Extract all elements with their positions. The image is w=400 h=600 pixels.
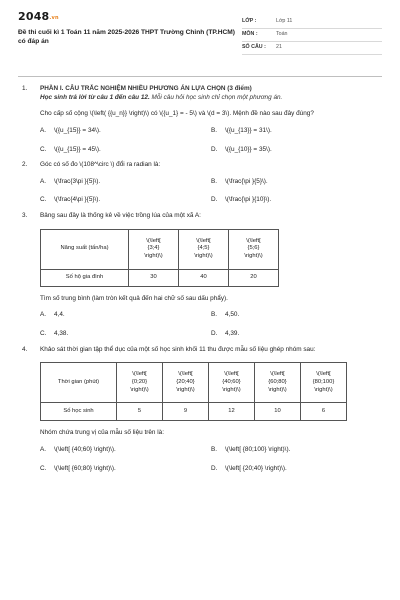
answer-options [22, 311, 382, 338]
table-header-cell [129, 229, 179, 269]
page-header [18, 10, 382, 66]
option-text: 4,38. [54, 330, 69, 338]
info-label: LỚP : [242, 18, 257, 25]
cell-line: \(\left[ [178, 371, 193, 378]
question-number: 2. [22, 161, 28, 169]
option-d[interactable] [211, 465, 382, 474]
table-header-cell [179, 229, 229, 269]
cell-line: \right)\) [222, 386, 241, 393]
cell-line: \(\left[ [224, 371, 239, 378]
table-header-cell [117, 363, 163, 403]
cell-line: {20;40} [176, 378, 195, 385]
option-letter: A. [40, 177, 47, 185]
question-line [22, 161, 382, 170]
option-a[interactable] [40, 178, 211, 187]
option-a[interactable] [40, 127, 211, 136]
cell-line: \right)\) [130, 386, 149, 393]
part-title: PHẦN I. CÂU TRẮC NGHIỆM NHIỀU PHƯƠNG ÁN LỰA CHỌN (3 điểm) [40, 85, 252, 92]
option-c[interactable] [40, 465, 211, 474]
table-row-label: Năng suất (tấn/ha) [41, 229, 129, 269]
option-letter: B. [211, 311, 218, 319]
option-c[interactable] [40, 146, 211, 155]
table-header-row [41, 229, 279, 269]
question-text: Cho cấp số cộng \(\left( {{u_n}} \right)\) có \({u_1} = - 5\) và \(d = 3\). Mệnh đề nào sau đây đúng? [40, 110, 314, 118]
option-letter: D. [211, 464, 218, 472]
option-letter: D. [211, 145, 218, 153]
cell-line: {4;5} [197, 245, 210, 252]
option-text: \(\left[ {20;40} \right)\). [225, 464, 287, 472]
table-cell: 5 [117, 403, 163, 421]
option-b[interactable] [211, 127, 382, 136]
header-left [18, 10, 238, 47]
table-cell: 10 [255, 403, 301, 421]
instructions-rest: Mỗi câu hỏi học sinh chỉ chọn một phương án. [149, 93, 283, 101]
cell-line: \(\left[ [270, 371, 285, 378]
part-instructions [40, 94, 382, 103]
option-letter: B. [211, 177, 218, 185]
table-cell: 20 [229, 269, 279, 286]
info-row-subject [242, 29, 382, 42]
question-body [40, 85, 382, 119]
option-d[interactable] [211, 196, 382, 205]
table-header-cell [255, 363, 301, 403]
option-b[interactable] [211, 446, 382, 455]
option-text: \(\frac{4\pi }{5}\). [54, 196, 101, 204]
option-letter: B. [211, 445, 218, 453]
cell-line: {3;4} [147, 245, 160, 252]
answer-options [22, 178, 382, 205]
table-cell: 30 [129, 269, 179, 286]
table-header-cell [301, 363, 347, 403]
option-letter: D. [211, 196, 218, 204]
table-cell: 9 [163, 403, 209, 421]
question-line [22, 346, 382, 355]
info-value: Toán [276, 31, 288, 38]
option-text: \({u_{10}} = 35\). [225, 145, 272, 153]
option-text: \(\left[ {40;60} \right)\). [54, 445, 116, 453]
table-header-cell [209, 363, 255, 403]
yield-table [40, 229, 279, 287]
option-letter: A. [40, 126, 47, 134]
option-letter: A. [40, 311, 47, 319]
question-4 [22, 346, 382, 474]
option-b[interactable] [211, 178, 382, 187]
option-text: \({u_{15}} = 45\). [54, 145, 101, 153]
option-text: 4,39. [225, 330, 240, 338]
option-b[interactable] [211, 311, 382, 320]
option-letter: C. [40, 145, 47, 153]
option-text: \(\frac{\pi }{10}\). [225, 196, 272, 204]
option-letter: C. [40, 330, 47, 338]
info-value: Lớp 11 [276, 18, 293, 25]
question-3 [22, 212, 382, 339]
table-header-row [41, 363, 347, 403]
cell-line: \right)\) [314, 386, 333, 393]
question-number: 4. [22, 345, 28, 353]
info-box [242, 16, 382, 55]
table-header-cell [229, 229, 279, 269]
option-letter: A. [40, 445, 47, 453]
option-letter: D. [211, 330, 218, 338]
answer-options [22, 446, 382, 473]
option-c[interactable] [40, 196, 211, 205]
question-number: 3. [22, 212, 28, 220]
site-logo[interactable] [18, 10, 238, 25]
cell-line: \(\left[ [196, 237, 211, 244]
table-header-cell [163, 363, 209, 403]
table-row-label: Số hộ gia đình [41, 269, 129, 286]
table-row [41, 403, 347, 421]
table-cell: 6 [301, 403, 347, 421]
question-text: Khảo sát thời gian tập thể dục của một số học sinh khối 11 thu được mẫu số liệu ghép nhóm sau: [40, 345, 316, 353]
option-letter: B. [211, 126, 218, 134]
instructions-bold: Học sinh trả lời từ câu 1 đến câu 12. [40, 93, 150, 101]
exam-content [18, 77, 382, 473]
question-number: 1. [22, 85, 28, 92]
answer-options [22, 127, 382, 154]
cell-line: \(\left[ [146, 237, 161, 244]
question-2 [22, 161, 382, 205]
option-d[interactable] [211, 330, 382, 339]
info-label: MÔN : [242, 31, 258, 38]
question-1 [22, 85, 382, 154]
question-text: Góc có số đo \(108^\circ \) đổi ra radian là: [40, 161, 161, 169]
document-title: Đề thi cuối kì 1 Toán 11 năm 2025-2026 THPT Trường Chinh (TP.HCM) có đáp án [18, 28, 235, 45]
cell-line: \right)\) [194, 253, 213, 260]
logo-text: 2048 [18, 10, 50, 23]
option-letter: C. [40, 196, 47, 204]
question-line [22, 212, 382, 221]
cell-line: \(\left[ [246, 237, 261, 244]
option-a[interactable] [40, 446, 211, 455]
cell-line: \right)\) [244, 253, 263, 260]
cell-line: \right)\) [144, 253, 163, 260]
option-text: 4,4. [54, 311, 65, 319]
logo-suffix: .vn [49, 15, 59, 21]
table-cell: 12 [209, 403, 255, 421]
cell-line: \(\left[ [132, 371, 147, 378]
table-row [41, 269, 279, 286]
option-a[interactable] [40, 311, 211, 320]
info-label: SỐ CÂU : [242, 44, 266, 51]
info-row-count [242, 42, 382, 55]
option-c[interactable] [40, 330, 211, 339]
option-text: \(\left[ {60;80} \right)\). [54, 464, 116, 472]
cell-line: {40;60} [222, 378, 241, 385]
cell-line: {60;80} [268, 378, 287, 385]
question-note: Tìm số trung bình (làm tròn kết quả đến hai chữ số sau dấu phẩy). [40, 294, 228, 302]
option-text: \({u_{13}} = 31\). [225, 126, 272, 134]
question-line [22, 85, 382, 119]
option-letter: C. [40, 464, 47, 472]
cell-line: \right)\) [268, 386, 287, 393]
question-note: Nhóm chứa trung vị của mẫu số liệu trên là: [40, 429, 164, 437]
cell-line: {0;20} [131, 378, 148, 385]
table-cell: 40 [179, 269, 229, 286]
option-text: \(\frac{\pi }{5}\). [225, 177, 268, 185]
cell-line: {5;6} [247, 245, 260, 252]
info-row-class [242, 16, 382, 29]
table-row-label: Số học sinh [41, 403, 117, 421]
table-row-label: Thời gian (phút) [41, 363, 117, 403]
option-text: \(\left[ {80;100} \right)\). [225, 445, 291, 453]
question-text: Bảng sau đây là thống kê về việc trồng lúa của một xã A: [40, 212, 201, 220]
cell-line: \right)\) [176, 386, 195, 393]
info-value: 21 [276, 44, 282, 51]
cell-line: \(\left[ [316, 371, 331, 378]
option-d[interactable] [211, 146, 382, 155]
option-text: \({u_{15}} = 34\). [54, 126, 101, 134]
option-text: 4,50. [225, 311, 240, 319]
exercise-time-table [40, 362, 347, 421]
option-text: \(\frac{3\pi }{5}\). [54, 177, 101, 185]
cell-line: {80;100} [312, 378, 335, 385]
